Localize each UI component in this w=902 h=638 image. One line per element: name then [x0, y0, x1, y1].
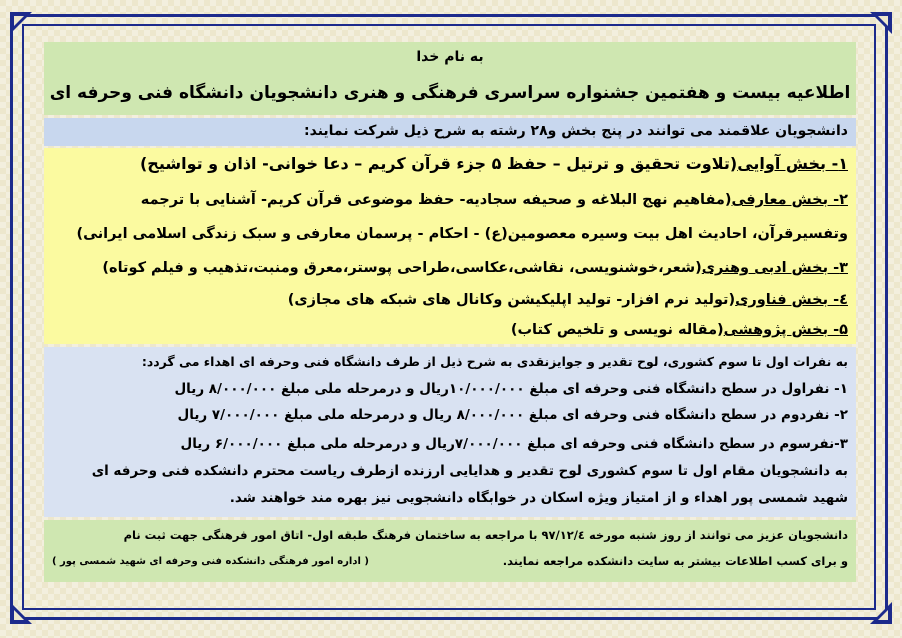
award-line: ۲- نفردوم در سطح دانشگاه فنی وحرفه ای مبلغ ۸/۰۰۰/۰۰۰ ریال و درمرحله ملی مبلغ ۷/۰۰۰/۰۰۰ ریال	[177, 407, 848, 423]
announcement	[44, 42, 856, 582]
basmala: به نام خدا	[416, 49, 484, 65]
signature: ( اداره امور فرهنگی دانشکده فنی وحرفه ای شهید شمسی پور )	[52, 556, 369, 567]
section-item	[511, 322, 848, 338]
section-label: ۱- بخش آوایی	[737, 154, 848, 173]
intro-band	[44, 118, 856, 146]
award-line: ۱- نفراول در سطح دانشگاه فنی وحرفه ای مبلغ ۱۰/۰۰۰/۰۰۰ریال و درمرحله ملی مبلغ ۸/۰۰۰/۰۰۰ ریال	[174, 381, 848, 397]
info-note: و برای کسب اطلاعات بیشتر به سایت دانشکده مراجعه نمایند.	[502, 554, 848, 568]
section-details: (تولید نرم افزار- تولید اپلیکیشن وکانال های شبکه های مجازی)	[287, 292, 736, 308]
corner-ornament-icon	[8, 600, 34, 626]
section-details: وتفسیرقرآن، احادیث اهل بیت وسیره معصومین(ع) - احکام - پرسمان معارفی و سبک زندگی اسلامی ایرانی)	[76, 226, 848, 242]
section-details: (شعر،خوشنویسی، نقاشی،عکاسی،طراحی پوستر،معرق ومنبت،تذهیب و فیلم کوتاه)	[102, 260, 702, 276]
section-item	[102, 260, 848, 276]
section-item	[141, 192, 848, 208]
footer-band	[44, 520, 856, 582]
section-item	[76, 226, 848, 242]
registration-note: دانشجویان عزیز می توانند از روز شنبه مورخه ۹۷/۱۲/٤ با مراجعه به ساختمان فرهنگ طبقه اول- اتاق امور فرهنگی جهت ثبت نام	[123, 528, 848, 542]
award-line: ۳-نفرسوم در سطح دانشگاه فنی وحرفه ای مبلغ ۷/۰۰۰/۰۰۰ریال و درمرحله ملی مبلغ ۶/۰۰۰/۰۰۰ ریال	[180, 436, 848, 452]
intro-text: دانشجویان علاقمند می توانند در پنج بخش و۲۸ رشته به شرح ذیل شرکت نمایند:	[304, 123, 848, 139]
awards-intro: به نفرات اول تا سوم کشوری، لوح تقدیر و جوایزنقدی به شرح ذیل از طرف دانشگاه فنی وحرفه ای اهداء می گردد:	[141, 354, 848, 369]
section-label: ۳- بخش ادبی وهنری	[701, 260, 848, 276]
award-line: شهید شمسی پور اهداء و از امتیاز ویژه اسکان در خوابگاه دانشجویی نیز بهره مند خواهند شد.	[229, 490, 848, 506]
award-line: به دانشجویان مقام اول تا سوم کشوری لوح تقدیر و هدایایی ارزنده ازطرف ریاست محترم دانشکده فنی وحرفه ای	[91, 463, 848, 479]
corner-ornament-icon	[868, 600, 894, 626]
corner-ornament-icon	[868, 10, 894, 36]
section-item	[288, 292, 848, 308]
sections-band	[44, 148, 856, 344]
corner-ornament-icon	[8, 10, 34, 36]
header-band	[44, 42, 856, 115]
section-details: (تلاوت تحقیق و ترتیل – حفظ ۵ جزء قرآن کریم – دعا خوانی- اذان و تواشیح)	[139, 154, 738, 173]
awards-band	[44, 347, 856, 517]
section-label: ۲- بخش معارفی	[731, 192, 848, 208]
page-title: اطلاعیه بیست و هفتمین جشنواره سراسری فرهنگی و هنری دانشجویان دانشگاه فنی وحرفه ای	[49, 83, 851, 103]
section-item	[140, 154, 848, 173]
section-details: (مفاهیم نهج البلاغه و صحیفه سجادیه- حفظ موضوعی قرآن کریم- آشنایی با ترجمه	[140, 192, 732, 208]
section-details: (مقاله نویسی و تلخیص کتاب)	[510, 322, 724, 338]
section-label: ۵- بخش پژوهشی	[723, 322, 848, 338]
section-label: ٤- بخش فناوری	[735, 292, 848, 308]
